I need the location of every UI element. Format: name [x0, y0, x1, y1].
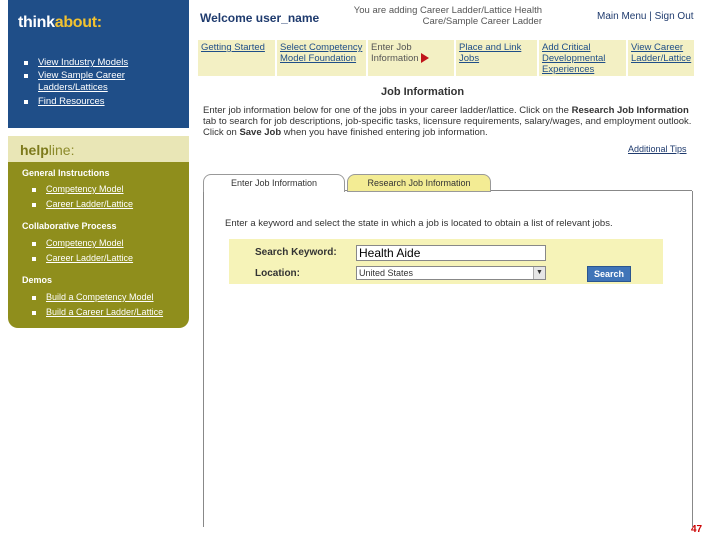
- welcome-text: Welcome user_name: [200, 11, 320, 25]
- sidebar-item-view-sample-career-ladders[interactable]: View Sample Career Ladders/Lattices: [38, 70, 188, 94]
- sidebar-item-view-industry-models[interactable]: View Industry Models: [38, 57, 188, 69]
- helpline-link-collab-career-ladder[interactable]: Career Ladder/Lattice: [46, 253, 134, 263]
- page-number: 47: [691, 524, 703, 535]
- top-links-separator: |: [649, 11, 652, 22]
- location-label: Location:: [255, 268, 300, 279]
- helpline-link-general-competency[interactable]: Competency Model: [46, 184, 124, 194]
- instructions-text: Enter job information below for one of the jobs in your career ladder/lattice. Click on the Research Job Information tab to search for job descriptions, job-specific tasks, licensure requirements, salary/wages, and employment outlook. Click on Save Job when you have finished entering job information.: [203, 105, 692, 138]
- helpline-link-general-career-ladder[interactable]: Career Ladder/Lattice: [46, 199, 134, 209]
- step-getting-started[interactable]: Getting Started: [198, 40, 275, 76]
- top-links: [597, 11, 694, 22]
- helpline-link-collab-competency[interactable]: Competency Model: [46, 238, 124, 248]
- search-panel: [229, 239, 663, 284]
- search-keyword-label: Search Keyword:: [255, 247, 337, 258]
- step-navigation: [198, 40, 694, 76]
- sidebar-nav: [38, 57, 188, 109]
- helpline-section-collaborative: Collaborative Process: [22, 221, 117, 231]
- main-menu-link[interactable]: Main Menu: [597, 11, 647, 22]
- helpline-section-demos: Demos: [22, 275, 53, 285]
- search-keyword-input[interactable]: [356, 245, 546, 261]
- chevron-down-icon[interactable]: ▼: [533, 267, 545, 279]
- location-select[interactable]: United States ▼: [356, 266, 546, 280]
- sidebar-panel: [8, 0, 189, 128]
- sign-out-link[interactable]: Sign Out: [654, 11, 694, 22]
- search-button[interactable]: Search: [587, 266, 631, 282]
- step-view-career-ladder[interactable]: View Career Ladder/Lattice: [628, 40, 694, 76]
- additional-tips-link[interactable]: Additional Tips: [628, 144, 687, 154]
- sidebar-item-find-resources[interactable]: Find Resources: [38, 96, 188, 108]
- helpline-header: [8, 136, 189, 162]
- step-add-critical-experiences[interactable]: Add Critical Developmental Experiences: [539, 40, 626, 76]
- helpline-section-general: General Instructions: [22, 168, 110, 178]
- page-title: Job Information: [381, 86, 465, 98]
- step-place-and-link-jobs[interactable]: Place and Link Jobs: [456, 40, 537, 76]
- helpline-link-demo-competency[interactable]: Build a Competency Model: [46, 292, 154, 302]
- helpline-panel: [8, 162, 189, 328]
- search-prompt-text: Enter a keyword and select the state in which a job is located to obtain a list of relevant jobs.: [225, 218, 613, 229]
- thinkabout-logo: thinkabout:: [18, 14, 102, 31]
- current-step-arrow-icon: [421, 53, 429, 63]
- step-select-competency-model[interactable]: Select Competency Model Foundation: [277, 40, 366, 76]
- step-enter-job-information[interactable]: Enter Job Information: [368, 40, 454, 76]
- tab-research-job-information[interactable]: Research Job Information: [347, 174, 491, 192]
- tab-enter-job-information[interactable]: Enter Job Information: [203, 174, 345, 192]
- adding-context-text: You are adding Career Ladder/Lattice Health Care/Sample Career Ladder: [353, 5, 542, 27]
- helpline-title: helpline:: [20, 142, 75, 158]
- helpline-link-demo-career-ladder[interactable]: Build a Career Ladder/Lattice: [46, 307, 164, 317]
